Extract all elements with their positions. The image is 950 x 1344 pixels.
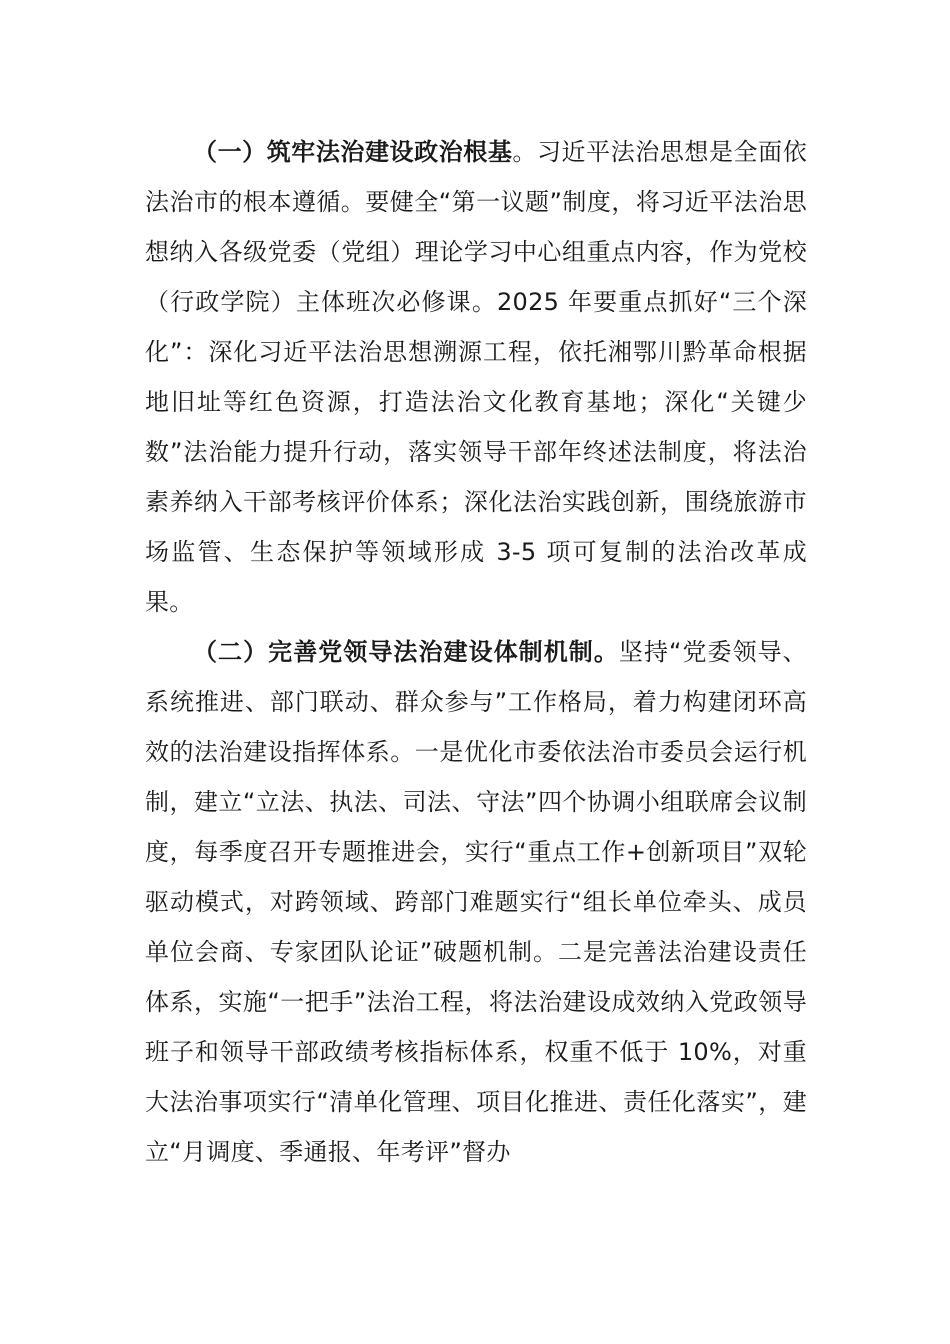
section-heading-2: （二）完善党领导法治建设体制机制。 bbox=[193, 638, 619, 666]
paragraph-1-text: 。习近平法治思想是全面依法治市的根本遵循。要健全“第一议题”制度，将习近平法治思想纳入各级党委（党组）理论学习中心组重点内容，作为党校（行政学院）主体班次必修课。2025 年要重点抓好“三个深化”：深化习近平法治思想溯源工程，依托湘鄂川黔革命根据地旧址等红色资源，打造法治文化教育基地；深化“关键少数”法治能力提升行动，落实领导干部年终述法制度，将法治素养纳入干部考核评价体系；深化法治实践创新，围绕旅游市场监管、生态保护等领域形成 3-5 项可复制的法治改革成果。 bbox=[145, 138, 807, 616]
section-heading-1: （一）筑牢法治建设政治根基 bbox=[193, 138, 513, 166]
paragraph-2 bbox=[145, 627, 807, 1177]
paragraph-2-text: 坚持“党委领导、系统推进、部门联动、群众参与”工作格局，着力构建闭环高效的法治建设指挥体系。一是优化市委依法治市委员会运行机制，建立“立法、执法、司法、守法”四个协调小组联席会议制度，每季度召开专题推进会，实行“重点工作+创新项目”双轮驱动模式，对跨领域、跨部门难题实行“组长单位牵头、成员单位会商、专家团队论证”破题机制。二是完善法治建设责任体系，实施“一把手”法治工程，将法治建设成效纳入党政领导班子和领导干部政绩考核指标体系，权重不低于 10%，对重大法治事项实行“清单化管理、项目化推进、责任化落实”，建立“月调度、季通报、年考评”督办 bbox=[145, 638, 807, 1166]
paragraph-1 bbox=[145, 127, 807, 627]
document-body bbox=[145, 127, 807, 1177]
